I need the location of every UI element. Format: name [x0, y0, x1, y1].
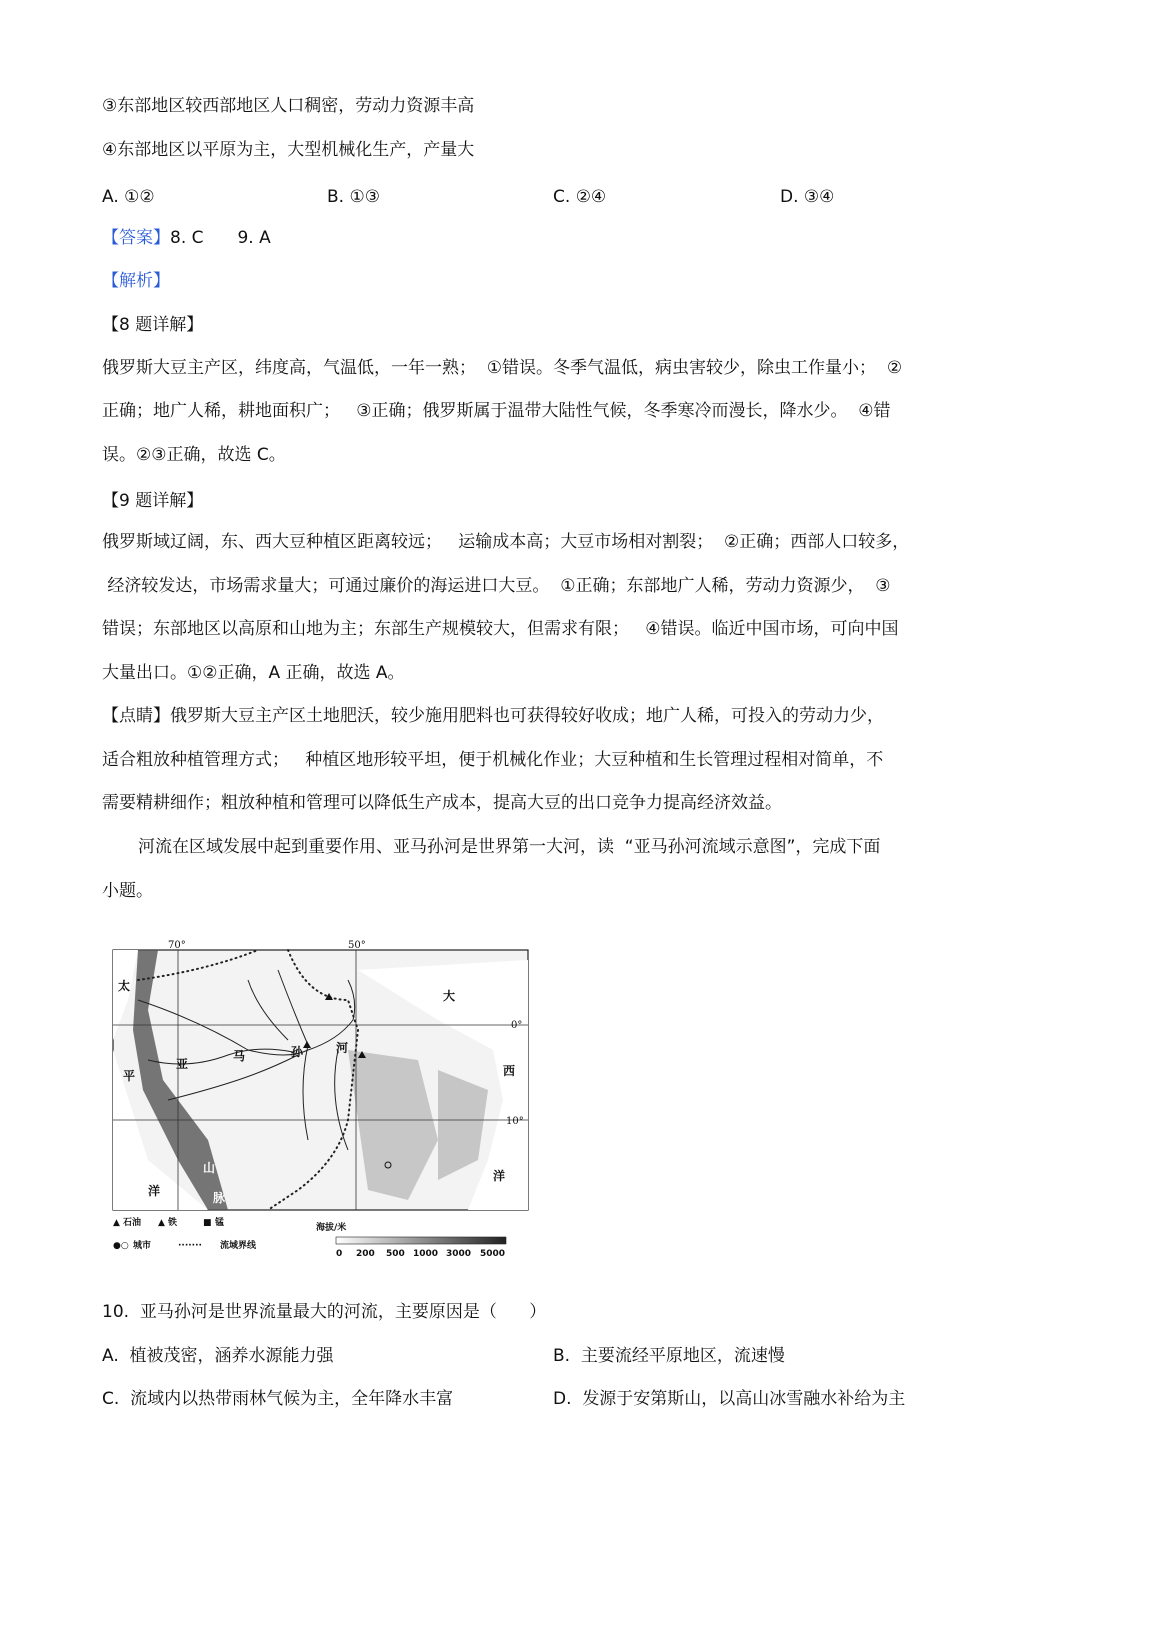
- q10-option-d: [553, 1388, 905, 1410]
- intro-line: 小题。: [102, 881, 153, 901]
- option-text: 发源于安第斯山，以高山冰雪融水补给为主: [582, 1389, 906, 1409]
- comment-line: 需要精耕细作；粗放种植和管理可以降低生产成本，提高大豆的出口竞争力提高经济效益。: [102, 793, 782, 813]
- elevation-tick: 1000: [413, 1249, 439, 1259]
- q8-title: 【8 题详解】: [102, 315, 204, 335]
- option-text: 主要流经平原地区，流速慢: [580, 1346, 785, 1366]
- q10-option-c: [102, 1388, 453, 1410]
- answer-line: [102, 227, 271, 249]
- svg-text:·······: ·······: [178, 1241, 202, 1251]
- option-letter: C.: [102, 1389, 120, 1409]
- legend-city: 城市: [133, 1241, 152, 1251]
- svg-text:▲: ▲: [158, 1218, 165, 1228]
- legend-manganese: 锰: [215, 1218, 225, 1228]
- option-letter: B.: [553, 1346, 571, 1366]
- choice-a: [102, 186, 155, 208]
- svg-text:■: ■: [203, 1218, 212, 1228]
- q10-stem: 10. 亚马孙河是世界流量最大的河流，主要原因是（ ）: [102, 1302, 547, 1322]
- option-item-3: ③东部地区较西部地区人口稠密，劳动力资源丰高: [102, 96, 475, 116]
- elevation-tick: 3000: [446, 1249, 472, 1259]
- elevation-tick: 500: [386, 1249, 405, 1259]
- andes-label: 山: [203, 1161, 216, 1175]
- lon-label: 70°: [168, 940, 186, 951]
- choice-letter: B.: [327, 187, 345, 207]
- svg-text:●○: ●○: [113, 1241, 129, 1251]
- legend-elevation-title: 海拔/米: [316, 1223, 347, 1233]
- andes-label: 脉: [213, 1191, 226, 1205]
- q9-line: 错误；东部地区以高原和山地为主；东部生产规模较大，但需求有限； ④错误。临近中国市场，可向中国: [102, 619, 899, 639]
- choice-letter: A.: [102, 187, 119, 207]
- choice-d: [780, 186, 834, 208]
- option-item-4: ④东部地区以平原为主，大型机械化生产，产量大: [102, 140, 475, 160]
- choice-b: [327, 186, 380, 208]
- legend-iron: 铁: [168, 1218, 178, 1228]
- option-text: 流域内以热带雨林气候为主，全年降水丰富: [130, 1389, 454, 1409]
- q10-option-b: [553, 1345, 785, 1367]
- comment-line: [102, 705, 884, 727]
- atlantic-label: 洋: [493, 1169, 506, 1183]
- legend-oil: 石油: [123, 1218, 142, 1228]
- elevation-tick: 0: [336, 1249, 343, 1259]
- pacific-label: 太: [118, 979, 131, 993]
- comment-label: 【点睛】: [102, 706, 170, 726]
- q10-option-a: [102, 1345, 334, 1367]
- option-text: 植被茂密，涵养水源能力强: [129, 1346, 334, 1366]
- pacific-label: 平: [123, 1069, 136, 1083]
- choice-letter: C.: [553, 187, 571, 207]
- pacific-label: 洋: [148, 1184, 161, 1198]
- q9-title: 【9 题详解】: [102, 491, 204, 511]
- river-label: 亚: [176, 1057, 189, 1071]
- amazon-basin-map: [108, 940, 533, 1262]
- lat-label: 0°: [511, 1020, 523, 1031]
- map-legend: [113, 1216, 506, 1259]
- q8-line: 误。②③正确，故选 C。: [102, 445, 286, 465]
- river-label: 马: [233, 1049, 246, 1063]
- legend-boundary: 流域界线: [220, 1241, 257, 1251]
- q9-line: 大量出口。①②正确，A 正确，故选 A。: [102, 663, 405, 683]
- choice-letter: D.: [780, 187, 799, 207]
- intro-line: 河流在区域发展中起到重要作用、亚马孙河是世界第一大河，读 “亚马孙河流域示意图”，完成下面: [138, 837, 881, 857]
- q9-line: 俄罗斯域辽阔，东、西大豆种植区距离较远； 运输成本高；大豆市场相对割裂； ②正确；西部人口较多，: [102, 532, 910, 552]
- elevation-scale-bar: [336, 1237, 506, 1244]
- river-label: 孙: [291, 1045, 304, 1059]
- q8-line: 正确；地广人稀，耕地面积广； ③正确；俄罗斯属于温带大陆性气候，冬季寒冷而漫长，降水少。 ④错: [102, 401, 891, 421]
- elevation-tick: 5000: [480, 1249, 506, 1259]
- lat-label: 10°: [506, 1116, 524, 1127]
- q9-line: 经济较发达，市场需求量大；可通过廉价的海运进口大豆。 ①正确；东部地广人稀，劳动力资源少， ③: [102, 576, 891, 596]
- comment-text: 俄罗斯大豆主产区土地肥沃，较少施用肥料也可获得较好收成；地广人稀，可投入的劳动力少，: [170, 706, 884, 726]
- atlantic-label: 大: [443, 989, 456, 1003]
- choice-text: ①③: [349, 187, 380, 207]
- choice-c: [553, 186, 606, 208]
- comment-line: 适合粗放种植管理方式； 种植区地形较平坦，便于机械化作业；大豆种植和生长管理过程相对简单，不: [102, 750, 884, 770]
- answer-label: 【答案】: [102, 228, 170, 248]
- q8-line: 俄罗斯大豆主产区，纬度高，气温低，一年一熟； ①错误。冬季气温低，病虫害较少，除虫工作量小； ②: [102, 358, 903, 378]
- atlantic-label: 西: [503, 1064, 516, 1078]
- choice-text: ②④: [575, 187, 607, 207]
- option-letter: D.: [553, 1389, 572, 1409]
- river-label: 河: [336, 1041, 349, 1055]
- choice-text: ③④: [803, 187, 835, 207]
- analysis-label: 【解析】: [102, 271, 170, 291]
- lon-label: 50°: [348, 940, 366, 951]
- choice-text: ①②: [124, 187, 155, 207]
- elevation-tick: 200: [356, 1249, 375, 1259]
- option-letter: A.: [102, 1346, 119, 1366]
- svg-text:▲: ▲: [113, 1218, 120, 1228]
- answer-text: 8. C 9. A: [170, 228, 271, 248]
